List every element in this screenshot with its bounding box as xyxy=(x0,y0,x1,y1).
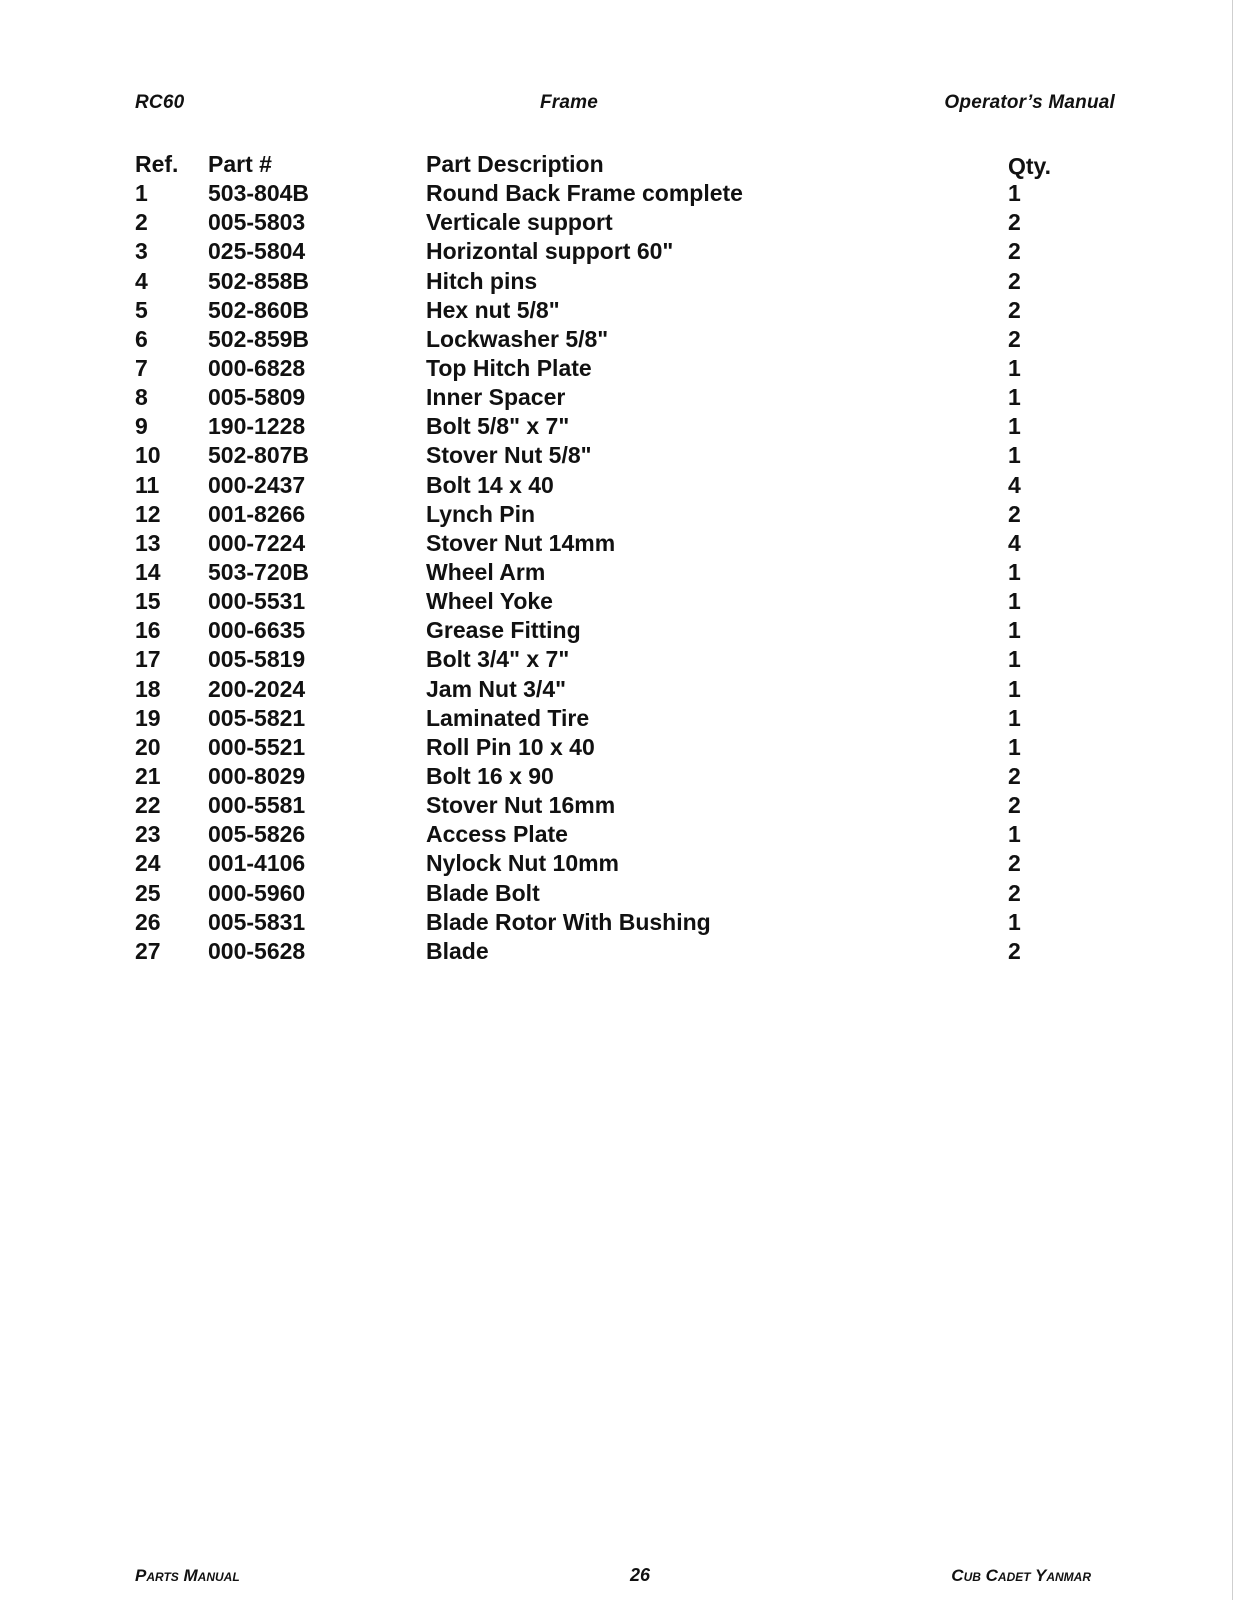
table-row xyxy=(135,733,1095,762)
description-cell: Nylock Nut 10mm xyxy=(426,850,620,877)
part-number-cell: 502-807B xyxy=(208,442,310,469)
part-number-cell: 503-804B xyxy=(208,180,310,207)
ref-cell: 26 xyxy=(135,908,161,935)
table-row xyxy=(135,412,1095,441)
description-cell: Lockwasher 5/8" xyxy=(426,325,609,352)
qty-cell: 1 xyxy=(1008,588,1021,615)
qty-cell: 2 xyxy=(1008,238,1021,265)
table-row xyxy=(135,529,1095,558)
ref-cell: 17 xyxy=(135,646,161,673)
description-cell: Round Back Frame complete xyxy=(426,180,743,207)
ref-cell: 7 xyxy=(135,354,148,381)
table-row xyxy=(135,616,1095,645)
part-number-cell: 502-859B xyxy=(208,325,310,352)
header-section-title: Frame xyxy=(540,92,599,113)
qty-cell: 1 xyxy=(1008,646,1021,673)
description-cell: Top Hitch Plate xyxy=(426,354,592,381)
description-cell: Inner Spacer xyxy=(426,384,566,411)
ref-cell: 16 xyxy=(135,617,161,644)
parts-table-body xyxy=(135,179,1095,966)
part-number-cell: 502-858B xyxy=(208,267,310,294)
ref-cell: 25 xyxy=(135,879,161,906)
description-cell: Hex nut 5/8" xyxy=(426,296,560,323)
part-number-cell: 000-7224 xyxy=(208,529,306,556)
part-number-cell: 000-5628 xyxy=(208,937,306,964)
table-row xyxy=(135,471,1095,500)
part-number-cell: 025-5804 xyxy=(208,238,306,265)
table-row xyxy=(135,587,1095,616)
column-header-description: Part Description xyxy=(426,151,604,177)
part-number-cell: 005-5826 xyxy=(208,821,306,848)
footer-parts-manual: Parts Manual xyxy=(135,1566,240,1585)
ref-cell: 10 xyxy=(135,442,161,469)
ref-cell: 15 xyxy=(135,588,161,615)
parts-table xyxy=(135,150,1095,966)
description-cell: Access Plate xyxy=(426,821,568,848)
qty-cell: 1 xyxy=(1008,675,1021,702)
page-edge-line xyxy=(1232,0,1233,1600)
part-number-cell: 000-5960 xyxy=(208,879,306,906)
ref-cell: 5 xyxy=(135,296,148,323)
table-row xyxy=(135,879,1095,908)
description-cell: Laminated Tire xyxy=(426,704,590,731)
footer-page-number: 26 xyxy=(630,1565,651,1585)
description-cell: Verticale support xyxy=(426,209,613,236)
table-row xyxy=(135,645,1095,674)
description-cell: Stover Nut 5/8" xyxy=(426,442,592,469)
table-row xyxy=(135,325,1095,354)
part-number-cell: 000-5521 xyxy=(208,733,306,760)
ref-cell: 27 xyxy=(135,937,161,964)
part-number-cell: 502-860B xyxy=(208,296,310,323)
description-cell: Bolt 5/8" x 7" xyxy=(426,413,570,440)
qty-cell: 2 xyxy=(1008,937,1021,964)
qty-cell: 1 xyxy=(1008,354,1021,381)
table-row xyxy=(135,704,1095,733)
qty-cell: 2 xyxy=(1008,267,1021,294)
header-manual-title: Operator’s Manual xyxy=(944,92,1115,113)
part-number-cell: 503-720B xyxy=(208,558,310,585)
table-row xyxy=(135,354,1095,383)
part-number-cell: 001-8266 xyxy=(208,500,306,527)
part-number-cell: 000-8029 xyxy=(208,762,306,789)
table-row xyxy=(135,208,1095,237)
description-cell: Wheel Arm xyxy=(426,558,546,585)
part-number-cell: 005-5819 xyxy=(208,646,306,673)
description-cell: Bolt 14 x 40 xyxy=(426,471,554,498)
description-cell: Wheel Yoke xyxy=(426,588,553,615)
qty-cell: 4 xyxy=(1008,471,1021,498)
part-number-cell: 001-4106 xyxy=(208,850,306,877)
part-number-cell: 200-2024 xyxy=(208,675,306,702)
part-number-cell: 005-5831 xyxy=(208,908,306,935)
table-row xyxy=(135,762,1095,791)
ref-cell: 12 xyxy=(135,500,161,527)
qty-cell: 1 xyxy=(1008,704,1021,731)
qty-cell: 1 xyxy=(1008,558,1021,585)
table-row xyxy=(135,791,1095,820)
qty-cell: 1 xyxy=(1008,908,1021,935)
parts-table-header xyxy=(135,150,1095,179)
part-number-cell: 000-5581 xyxy=(208,792,306,819)
ref-cell: 13 xyxy=(135,529,161,556)
qty-cell: 2 xyxy=(1008,879,1021,906)
ref-cell: 14 xyxy=(135,558,161,585)
ref-cell: 21 xyxy=(135,762,161,789)
table-row xyxy=(135,267,1095,296)
qty-cell: 2 xyxy=(1008,792,1021,819)
part-number-cell: 005-5803 xyxy=(208,209,306,236)
description-cell: Bolt 3/4" x 7" xyxy=(426,646,570,673)
description-cell: Blade xyxy=(426,937,489,964)
qty-cell: 4 xyxy=(1008,529,1021,556)
ref-cell: 19 xyxy=(135,704,161,731)
qty-cell: 2 xyxy=(1008,209,1021,236)
table-row xyxy=(135,441,1095,470)
ref-cell: 9 xyxy=(135,413,148,440)
footer-brand: Cub Cadet Yanmar xyxy=(951,1566,1091,1585)
table-row xyxy=(135,558,1095,587)
description-cell: Hitch pins xyxy=(426,267,538,294)
description-cell: Grease Fitting xyxy=(426,617,581,644)
table-row xyxy=(135,820,1095,849)
ref-cell: 24 xyxy=(135,850,161,877)
description-cell: Blade Rotor With Bushing xyxy=(426,908,711,935)
description-cell: Blade Bolt xyxy=(426,879,540,906)
qty-cell: 1 xyxy=(1008,617,1021,644)
ref-cell: 1 xyxy=(135,180,148,207)
header-model: RC60 xyxy=(135,92,185,113)
qty-cell: 2 xyxy=(1008,325,1021,352)
part-number-cell: 000-5531 xyxy=(208,588,306,615)
part-number-cell: 190-1228 xyxy=(208,413,306,440)
table-row xyxy=(135,937,1095,966)
ref-cell: 4 xyxy=(135,267,148,294)
qty-cell: 2 xyxy=(1008,500,1021,527)
part-number-cell: 005-5809 xyxy=(208,384,306,411)
qty-cell: 1 xyxy=(1008,180,1021,207)
ref-cell: 3 xyxy=(135,238,148,265)
ref-cell: 6 xyxy=(135,325,148,352)
qty-cell: 1 xyxy=(1008,821,1021,848)
part-number-cell: 000-6635 xyxy=(208,617,306,644)
table-row xyxy=(135,237,1095,266)
ref-cell: 22 xyxy=(135,792,161,819)
table-row xyxy=(135,500,1095,529)
ref-cell: 11 xyxy=(135,471,160,498)
description-cell: Bolt 16 x 90 xyxy=(426,762,554,789)
part-number-cell: 000-6828 xyxy=(208,354,306,381)
description-cell: Horizontal support 60" xyxy=(426,238,674,265)
description-cell: Lynch Pin xyxy=(426,500,536,527)
part-number-cell: 000-2437 xyxy=(208,471,306,498)
description-cell: Jam Nut 3/4" xyxy=(426,675,567,702)
ref-cell: 23 xyxy=(135,821,161,848)
table-row xyxy=(135,383,1095,412)
ref-cell: 20 xyxy=(135,733,161,760)
column-header-qty: Qty. xyxy=(1008,153,1052,179)
qty-cell: 1 xyxy=(1008,384,1021,411)
ref-cell: 18 xyxy=(135,675,161,702)
qty-cell: 2 xyxy=(1008,850,1021,877)
table-row xyxy=(135,675,1095,704)
qty-cell: 2 xyxy=(1008,762,1021,789)
column-header-ref: Ref. xyxy=(135,151,179,177)
qty-cell: 1 xyxy=(1008,413,1021,440)
table-row xyxy=(135,849,1095,878)
description-cell: Stover Nut 14mm xyxy=(426,529,616,556)
part-number-cell: 005-5821 xyxy=(208,704,306,731)
description-cell: Stover Nut 16mm xyxy=(426,792,616,819)
table-row xyxy=(135,179,1095,208)
description-cell: Roll Pin 10 x 40 xyxy=(426,733,595,760)
qty-cell: 2 xyxy=(1008,296,1021,323)
column-header-part-number: Part # xyxy=(208,151,272,177)
table-row xyxy=(135,296,1095,325)
qty-cell: 1 xyxy=(1008,442,1021,469)
ref-cell: 8 xyxy=(135,384,148,411)
table-row xyxy=(135,908,1095,937)
qty-cell: 1 xyxy=(1008,733,1021,760)
ref-cell: 2 xyxy=(135,209,148,236)
